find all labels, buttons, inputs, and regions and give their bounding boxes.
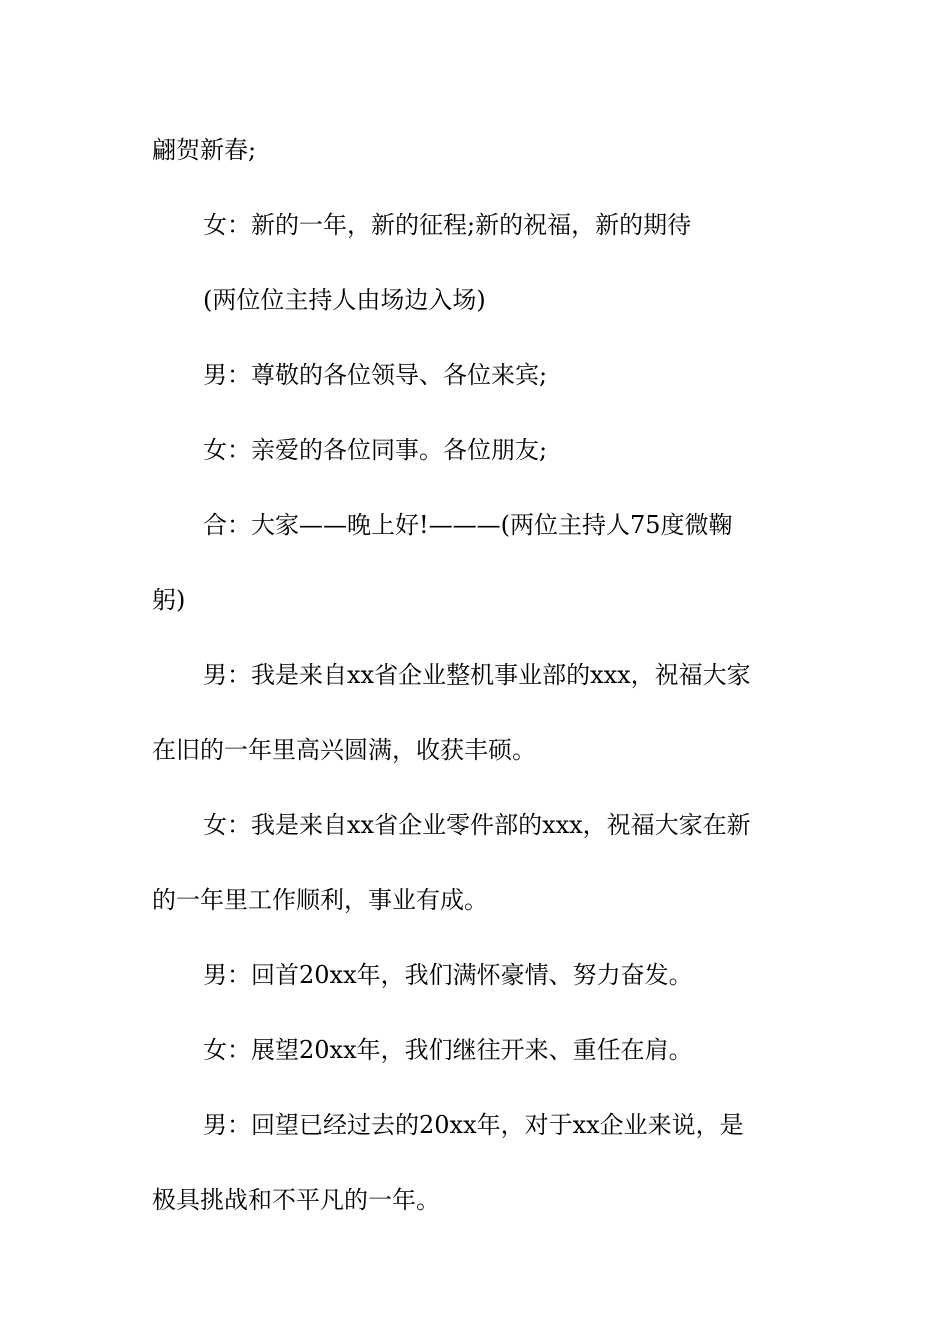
text-line-7: 躬) <box>152 586 186 614</box>
text-line-14: 男：回望已经过去的20xx年，对于xx企业来说，是 <box>203 1111 744 1139</box>
text-line-10: 女：我是来自xx省企业零件部的xxx，祝福大家在新 <box>203 811 751 839</box>
text-line-2: 女：新的一年，新的征程;新的祝福，新的期待 <box>203 211 692 239</box>
text-line-11: 的一年里工作顺利，事业有成。 <box>152 886 488 914</box>
text-line-12: 男：回首20xx年，我们满怀豪情、努力奋发。 <box>203 961 693 989</box>
text-line-6: 合：大家——晚上好!———(两位主持人75度微鞠 <box>203 511 733 539</box>
text-line-13: 女：展望20xx年，我们继往开来、重任在肩。 <box>203 1036 693 1064</box>
text-line-4: 男：尊敬的各位领导、各位来宾; <box>203 361 548 389</box>
text-line-1: 翩贺新春; <box>152 136 257 164</box>
text-line-5: 女：亲爱的各位同事。各位朋友; <box>203 436 548 464</box>
text-line-8: 男：我是来自xx省企业整机事业部的xxx，祝福大家 <box>203 661 751 689</box>
text-line-3: (两位位主持人由场边入场) <box>203 286 486 314</box>
text-line-15: 极具挑战和不平凡的一年。 <box>152 1186 440 1214</box>
text-line-9: 在旧的一年里高兴圆满，收获丰硕。 <box>152 736 536 764</box>
